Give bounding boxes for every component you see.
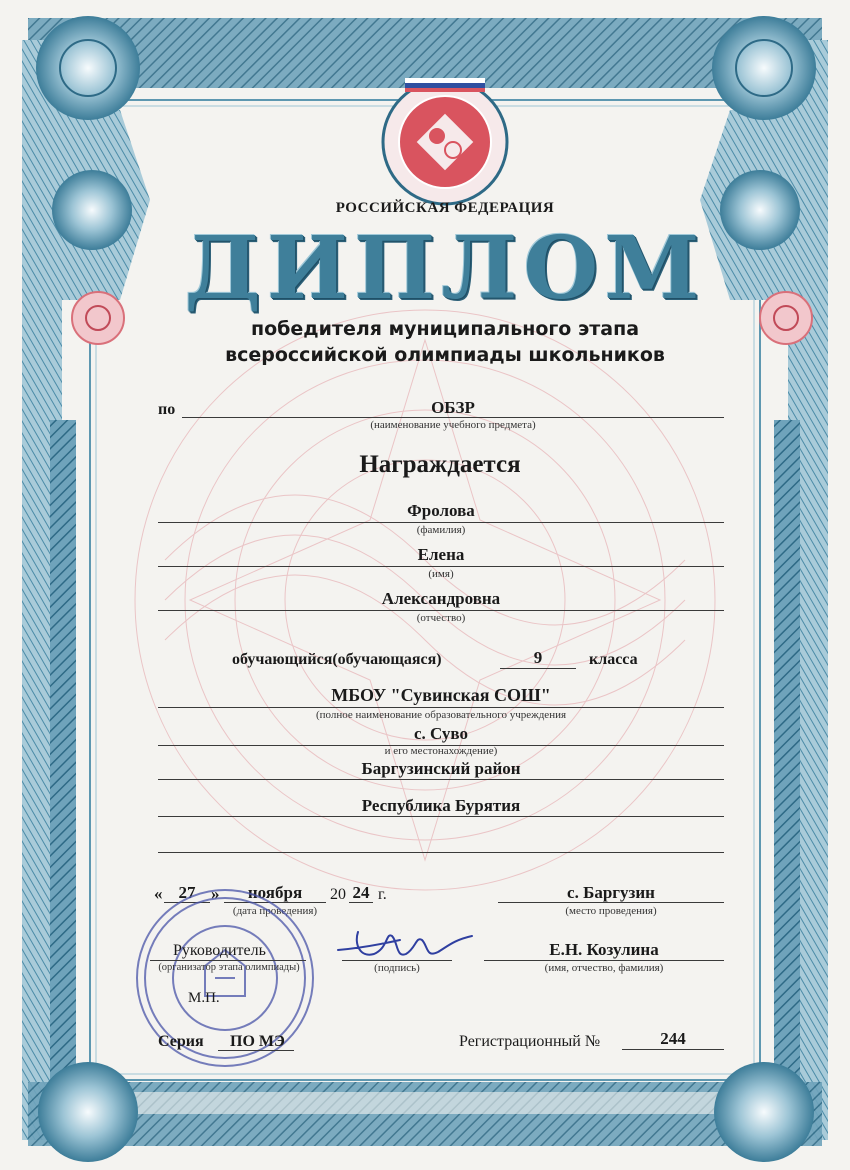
series-value: ПО МЭ bbox=[230, 1033, 285, 1050]
signer-role-hint: (организатор этапа олимпиады) bbox=[158, 962, 300, 973]
subtitle-line-2: всероссийской олимпиады школьников bbox=[225, 344, 665, 366]
grade-value: 9 bbox=[533, 648, 543, 667]
olympiad-emblem bbox=[375, 70, 515, 210]
surname-value: Фролова bbox=[407, 501, 475, 520]
school-locality: с. Суво bbox=[414, 724, 468, 743]
date-open-quote: « bbox=[154, 884, 163, 903]
school-region: Республика Бурятия bbox=[361, 796, 521, 815]
event-month: ноября bbox=[247, 883, 303, 902]
registration-label: Регистрационный № bbox=[459, 1033, 601, 1050]
name-hint: (имя) bbox=[428, 568, 454, 580]
event-year-prefix: 20 bbox=[330, 886, 346, 903]
signer-role: Руководитель bbox=[173, 942, 266, 959]
signature-hint: (подпись) bbox=[374, 962, 420, 974]
country-label: РОССИЙСКАЯ ФЕДЕРАЦИЯ bbox=[335, 200, 555, 216]
event-year-suffix: 24 bbox=[352, 883, 370, 902]
school-district: Баргузинский район bbox=[361, 759, 521, 778]
subject-value: ОБЗР bbox=[431, 398, 475, 417]
subject-prefix: по bbox=[158, 401, 176, 418]
diploma-title: ДИПЛОМ bbox=[184, 218, 706, 319]
official-stamp bbox=[120, 878, 330, 1078]
place-hint: (место проведения) bbox=[565, 905, 657, 917]
event-day: 27 bbox=[178, 883, 196, 902]
stamp-mark: М.П. bbox=[188, 990, 220, 1006]
award-heading: Награждается bbox=[359, 451, 521, 478]
subject-hint: (наименование учебного предмета) bbox=[370, 419, 536, 431]
name-value: Елена bbox=[417, 545, 465, 564]
date-close-quote: » bbox=[211, 884, 220, 903]
subtitle-line-1: победителя муниципального этапа bbox=[250, 318, 640, 340]
event-place: с. Баргузин bbox=[567, 883, 655, 902]
signer-name: Е.Н. Козулина bbox=[549, 940, 659, 959]
school-locality-hint: и его местонахождение) bbox=[384, 745, 498, 757]
registration-number: 244 bbox=[660, 1029, 686, 1048]
event-year-unit: г. bbox=[378, 886, 387, 903]
surname-hint: (фамилия) bbox=[416, 524, 466, 536]
date-hint: (дата проведения) bbox=[232, 905, 318, 917]
series-label: Серия bbox=[158, 1033, 204, 1050]
grade-prefix: обучающийся(обучающаяся) bbox=[232, 651, 442, 668]
patronymic-value: Александровна bbox=[381, 589, 501, 608]
school-name: МБОУ "Сувинская СОШ" bbox=[331, 685, 551, 705]
school-name-hint: (полное наименование образовательного учреждения bbox=[315, 709, 567, 721]
grade-suffix: класса bbox=[589, 651, 638, 668]
patronymic-hint: (отчество) bbox=[416, 612, 466, 624]
signer-name-hint: (имя, отчество, фамилия) bbox=[544, 962, 664, 974]
